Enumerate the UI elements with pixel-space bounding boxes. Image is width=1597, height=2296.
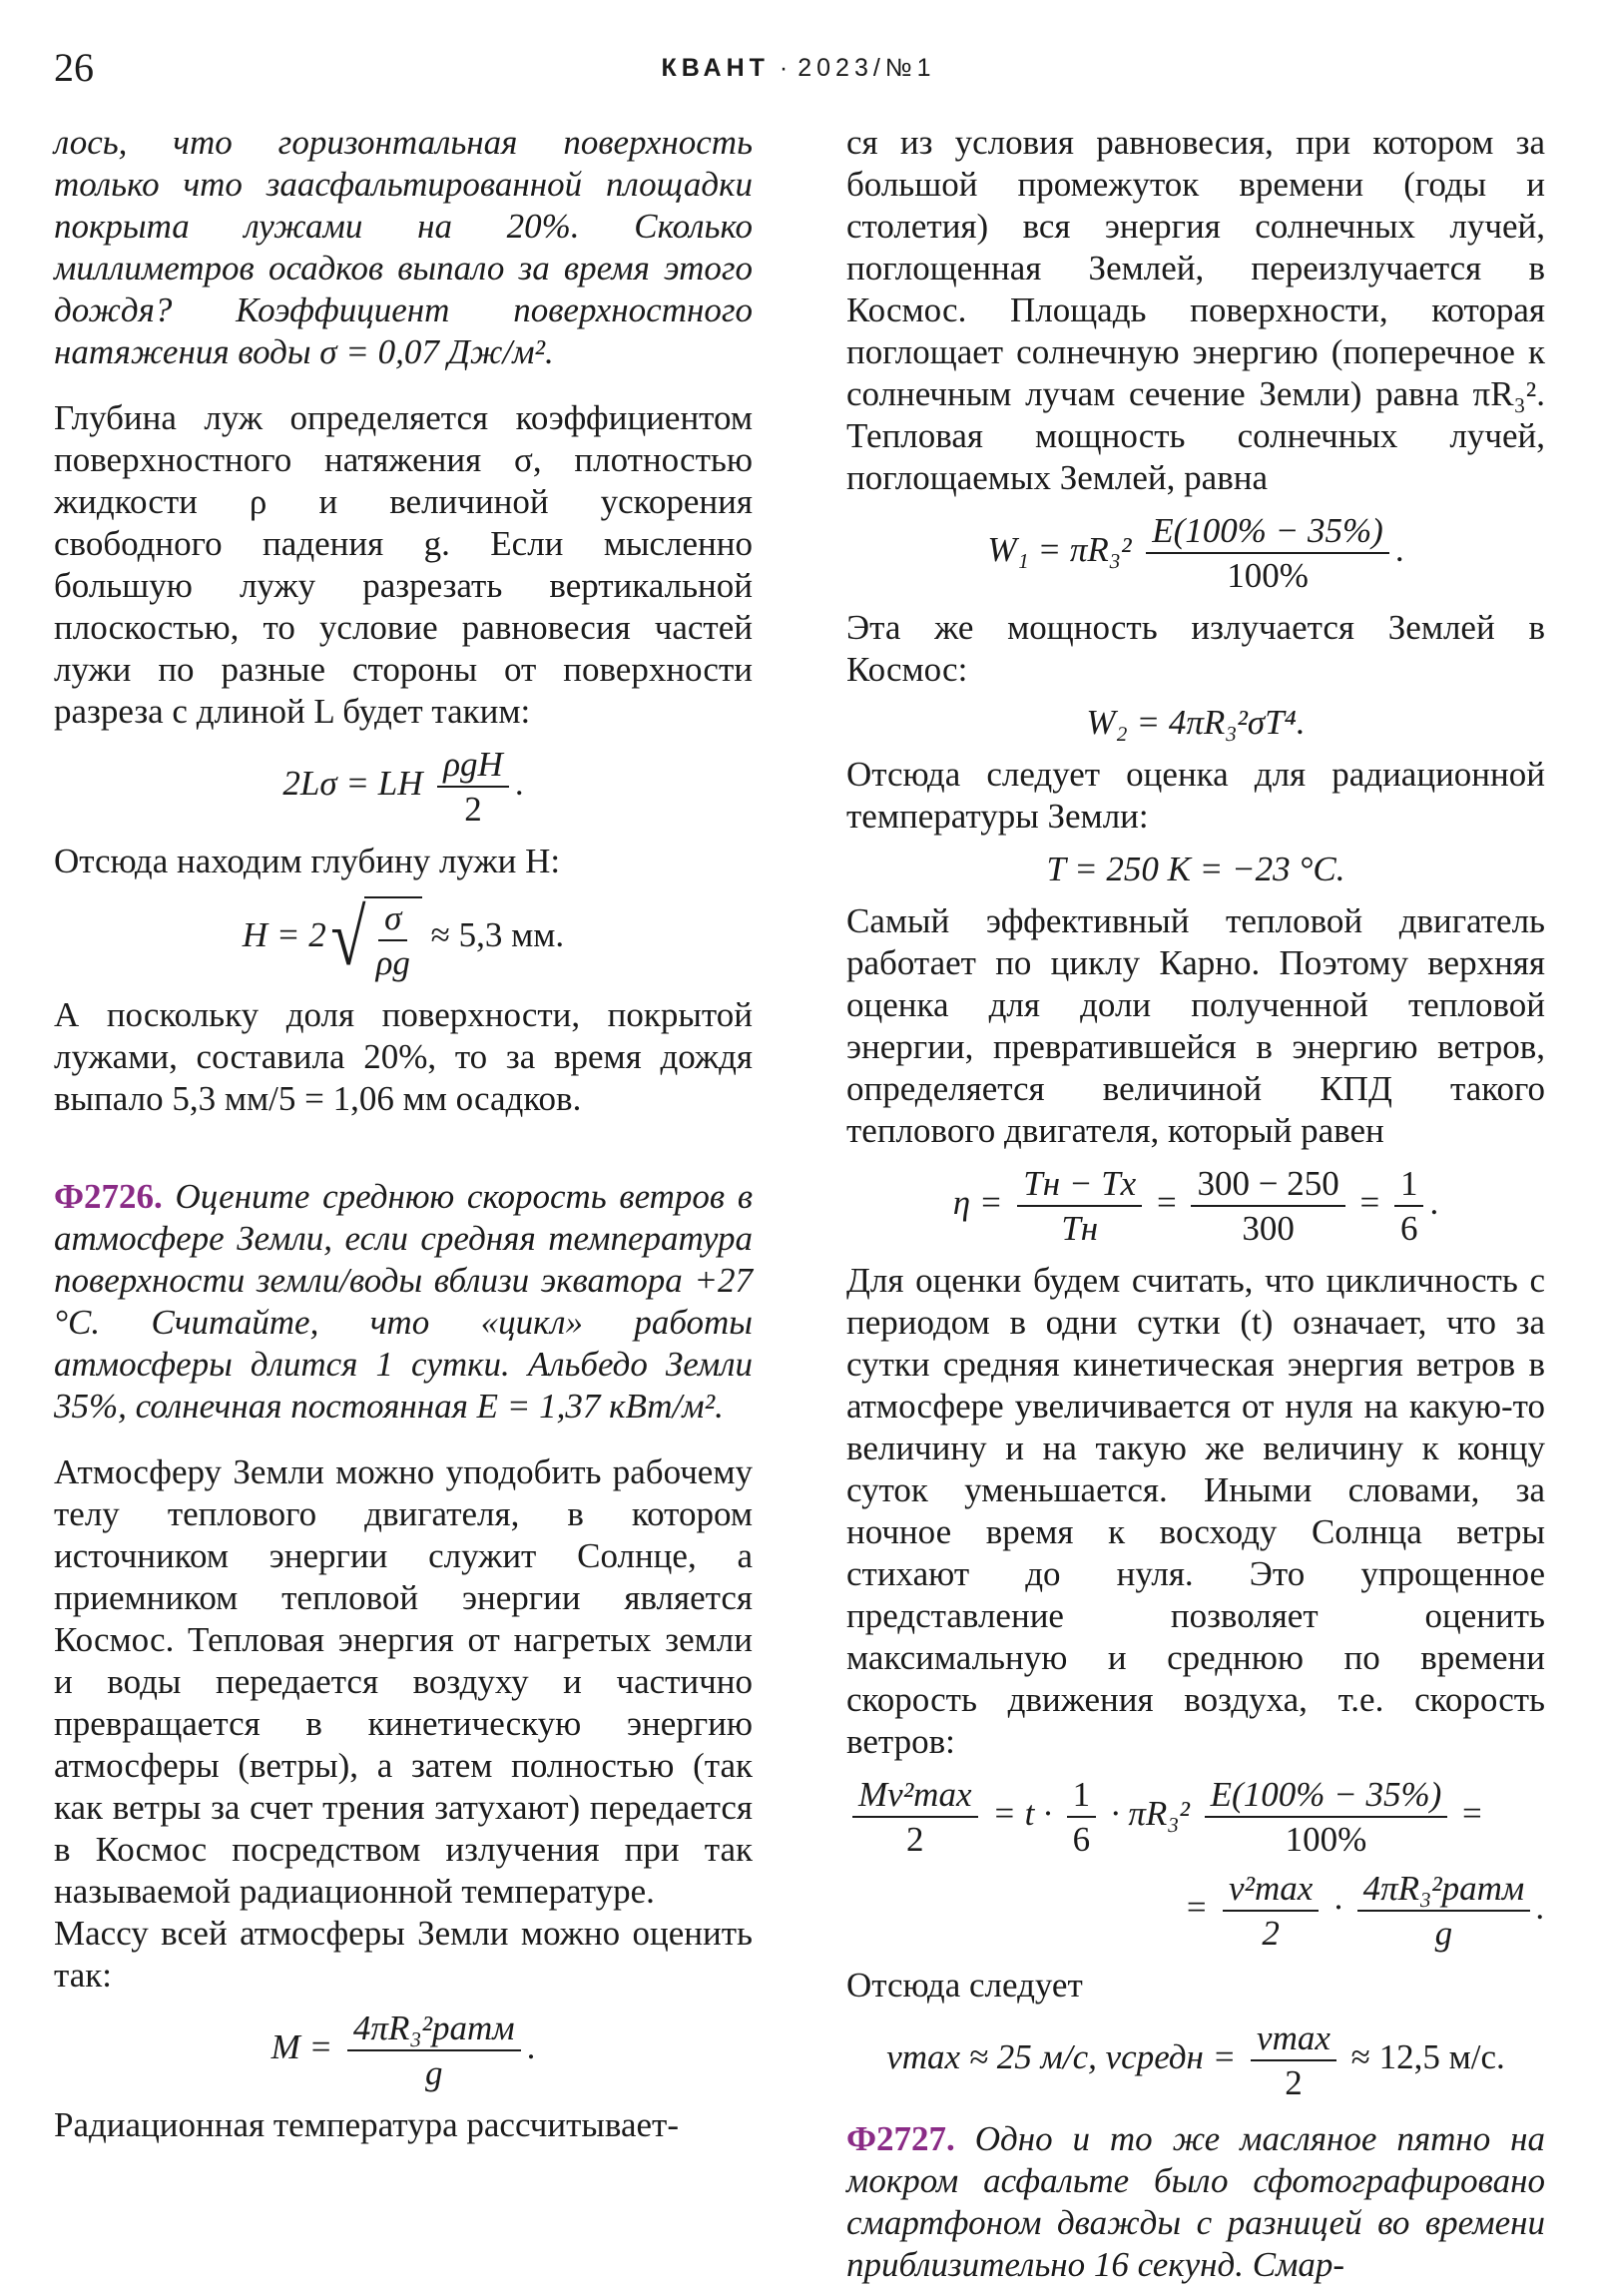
formula-part: · bbox=[1333, 1888, 1342, 1928]
fraction bbox=[1394, 1166, 1424, 1246]
fraction-denominator: 2 bbox=[906, 1820, 924, 1859]
sqrt-icon: √ bbox=[330, 894, 366, 982]
formula-wind-speed bbox=[846, 2020, 1545, 2100]
fraction-numerator: 1 bbox=[1394, 1166, 1424, 1207]
fraction-denominator: 300 bbox=[1242, 1209, 1295, 1248]
fraction-numerator: 1 bbox=[1067, 1777, 1097, 1818]
formula-depth bbox=[54, 896, 753, 980]
formula-part: . bbox=[526, 2027, 536, 2067]
fraction bbox=[1146, 513, 1389, 593]
header-separator: · bbox=[779, 54, 789, 82]
fraction bbox=[1223, 1871, 1319, 1951]
solution-paragraph: ся из условия равновесия, при котором за большой промежуток времени (годы и столетия) вся энергия солнечных лучей, поглощенная Землей, переизлучается в Космос. Площадь поверхности, которая поглощает солнечную энергию (поперечное к солнечным лучам сечение Земли) равна πR₃². Тепловая мощность солнечных лучей, поглощаемых Землей, равна bbox=[846, 123, 1545, 497]
fraction bbox=[1205, 1777, 1448, 1857]
formula-part: . bbox=[1536, 1888, 1545, 1928]
fraction-numerator: 4πR₃²pатм bbox=[1357, 1871, 1531, 1912]
formula-part: . bbox=[1429, 1183, 1439, 1223]
formula-part: ≈ 12,5 м/с. bbox=[1350, 2037, 1505, 2077]
formula-part: ≈ 5,3 мм. bbox=[430, 915, 565, 955]
fraction-numerator: E(100% − 35%) bbox=[1146, 513, 1389, 554]
solution-paragraph: Отсюда следует bbox=[846, 1966, 1083, 2005]
formula-part: M = bbox=[270, 2027, 333, 2067]
problem-text: Оцените среднюю скорость ветров в атмосфере Земли, если средняя температура поверхности земли/воды вблизи экватора +27 °С. Считайте, что «цикл» работы атмосферы длится 1 сутки. Альбедо Земли 35%, солнечная постоянная E = 1,37 кВт/м². bbox=[54, 1177, 754, 1426]
formula-efficiency bbox=[846, 1166, 1545, 1246]
formula-part: 2Lσ = LH bbox=[282, 764, 423, 804]
problem-2727 bbox=[846, 2118, 1545, 2286]
fraction-numerator: Tн − Tх bbox=[1017, 1166, 1142, 1207]
formula-equilibrium bbox=[54, 747, 753, 827]
fraction-numerator: vmax bbox=[1251, 2020, 1336, 2061]
formula-part: · πR₃² bbox=[1110, 1794, 1190, 1834]
formula-power-radiated: W₂ = 4πR₃²σT⁴. bbox=[1086, 703, 1306, 742]
fraction-denominator: Tн bbox=[1061, 1209, 1099, 1248]
formula-part: H = 2 bbox=[242, 915, 326, 955]
fraction bbox=[437, 747, 509, 827]
fraction-denominator: ρg bbox=[375, 943, 410, 982]
solution-paragraph: Радиационная температура рассчитывает- bbox=[54, 2105, 680, 2144]
formula-temperature: T = 250 К = −23 °С. bbox=[1046, 850, 1345, 888]
problem-text-continued: лось, что горизонтальная поверхность только что заасфальтированной площадки покрыта лужами на 20%. Сколько миллиметров осадков выпало за время этого дождя? Коэффициент поверхностного натяжения воды σ = 0,07 Дж/м². bbox=[54, 123, 753, 371]
formula-part: W₁ = πR₃² bbox=[987, 530, 1132, 570]
fraction-numerator: 4πR₃²pатм bbox=[347, 2010, 521, 2051]
formula-power-absorbed bbox=[846, 513, 1545, 593]
fraction-denominator: 2 bbox=[1285, 2063, 1303, 2102]
fraction-numerator: ρgH bbox=[437, 747, 509, 788]
formula-part: = bbox=[1359, 1183, 1380, 1223]
solution-paragraph: Для оценки будем считать, что цикличность с периодом в одни сутки (t) означает, что за сутки средняя кинетическая энергия ветров в атмосфере увеличивается от нуля на какую-то величину и на такую же величину к концу суток уменьшается. Иными словами, за ночное время к восходу Солнца ветры стихают до нуля. Это упрощенное представление позволяет оценить максимальную и среднюю по времени скорость движения воздуха, т.е. скорость ветров: bbox=[846, 1261, 1545, 1761]
solution-paragraph: Отсюда следует оценка для радиационной температуры Земли: bbox=[846, 755, 1545, 836]
fraction-numerator: E(100% − 35%) bbox=[1205, 1777, 1448, 1818]
fraction bbox=[1067, 1777, 1097, 1857]
problem-text: Одно и то же масляное пятно на мокром асфальте было сфотографировано смартфоном дважды с разницей во времени приблизительно 16 секунд. Смар- bbox=[846, 2119, 1546, 2284]
formula-part: = bbox=[1462, 1794, 1482, 1834]
fraction-denominator: 100% bbox=[1227, 556, 1309, 595]
solution-paragraph: Самый эффективный тепловой двигатель работает по циклу Карно. Поэтому верхняя оценка для доли полученной тепловой энергии, превратившейся в энергию ветров, определяется величиной КПД такого теплового двигателя, который равен bbox=[846, 901, 1545, 1150]
formula-part: η = bbox=[952, 1183, 1003, 1223]
fraction-denominator: 2 bbox=[464, 790, 482, 829]
solution-paragraph: Глубина луж определяется коэффициентом поверхностного натяжения σ, плотностью жидкости ρ и величиной ускорения свободного падения g. Если мысленно большую лужу разрезать вертикальной плоскостью, то условие равновесия частей лужи по разные стороны от поверхности разреза с длиной L будет таким: bbox=[54, 398, 753, 731]
fraction-denominator: g bbox=[1434, 1914, 1453, 1953]
fraction bbox=[1357, 1871, 1531, 1951]
formula-part: = t · bbox=[992, 1794, 1052, 1834]
solution-paragraph: Атмосферу Земли можно уподобить рабочему телу теплового двигателя, в котором источником энергии служит Солнце, а приемником тепловой энергии является Космос. Тепловая энергия от нагретых земли и воды передается воздуху и частично превращается в кинетическую энергию атмосферы (ветры), а затем полностью (так как ветры за счет трения затухают) передается в Космос посредством излучения при так называемой радиационной температуре. bbox=[54, 1452, 753, 1911]
formula-part: vmax ≈ 25 м/с, vсредн = bbox=[886, 2037, 1237, 2077]
formula-kinetic-energy bbox=[846, 1777, 1545, 1857]
left-column bbox=[54, 122, 753, 2146]
fraction bbox=[852, 1777, 978, 1857]
fraction bbox=[1017, 1166, 1142, 1246]
formula-part: = bbox=[1156, 1183, 1177, 1223]
fraction bbox=[1251, 2020, 1336, 2100]
solution-paragraph: Отсюда находим глубину лужи H: bbox=[54, 842, 561, 880]
solution-paragraph: Эта же мощность излучается Землей в Космос: bbox=[846, 608, 1545, 689]
page-header bbox=[54, 44, 1543, 90]
fraction-numerator: v²max bbox=[1223, 1871, 1319, 1912]
journal-header bbox=[54, 54, 1543, 83]
right-column bbox=[846, 122, 1545, 2286]
solution-paragraph: Массу всей атмосферы Земли можно оценить так: bbox=[54, 1914, 753, 1995]
fraction-numerator: 300 − 250 bbox=[1191, 1166, 1344, 1207]
fraction-denominator: g bbox=[425, 2053, 443, 2092]
problem-2726 bbox=[54, 1176, 753, 1428]
fraction-denominator: 2 bbox=[1262, 1914, 1280, 1953]
fraction-denominator: 6 bbox=[1399, 1209, 1418, 1248]
problem-number: Ф2727. bbox=[846, 2119, 955, 2158]
formula-part: = bbox=[1184, 1888, 1209, 1928]
sqrt-body bbox=[364, 896, 422, 980]
fraction bbox=[370, 900, 416, 980]
fraction-denominator: 6 bbox=[1072, 1820, 1091, 1859]
page-number: 26 bbox=[54, 45, 94, 90]
journal-issue: 2023/№1 bbox=[798, 54, 936, 82]
problem-number: Ф2726. bbox=[54, 1177, 163, 1216]
fraction bbox=[347, 2010, 521, 2090]
formula-kinetic-energy-cont bbox=[846, 1871, 1545, 1951]
fraction-denominator: 100% bbox=[1285, 1820, 1367, 1859]
formula-mass bbox=[54, 2010, 753, 2090]
journal-name: КВАНТ bbox=[661, 54, 770, 82]
fraction bbox=[1191, 1166, 1344, 1246]
fraction-numerator: σ bbox=[378, 900, 407, 941]
fraction-numerator: Mv²max bbox=[852, 1777, 978, 1818]
solution-paragraph: А поскольку доля поверхности, покрытой лужами, составила 20%, то за время дождя выпало 5,3 мм/5 = 1,06 мм осадков. bbox=[54, 995, 753, 1118]
formula-part: . bbox=[1394, 530, 1404, 570]
formula-part: . bbox=[514, 764, 524, 804]
